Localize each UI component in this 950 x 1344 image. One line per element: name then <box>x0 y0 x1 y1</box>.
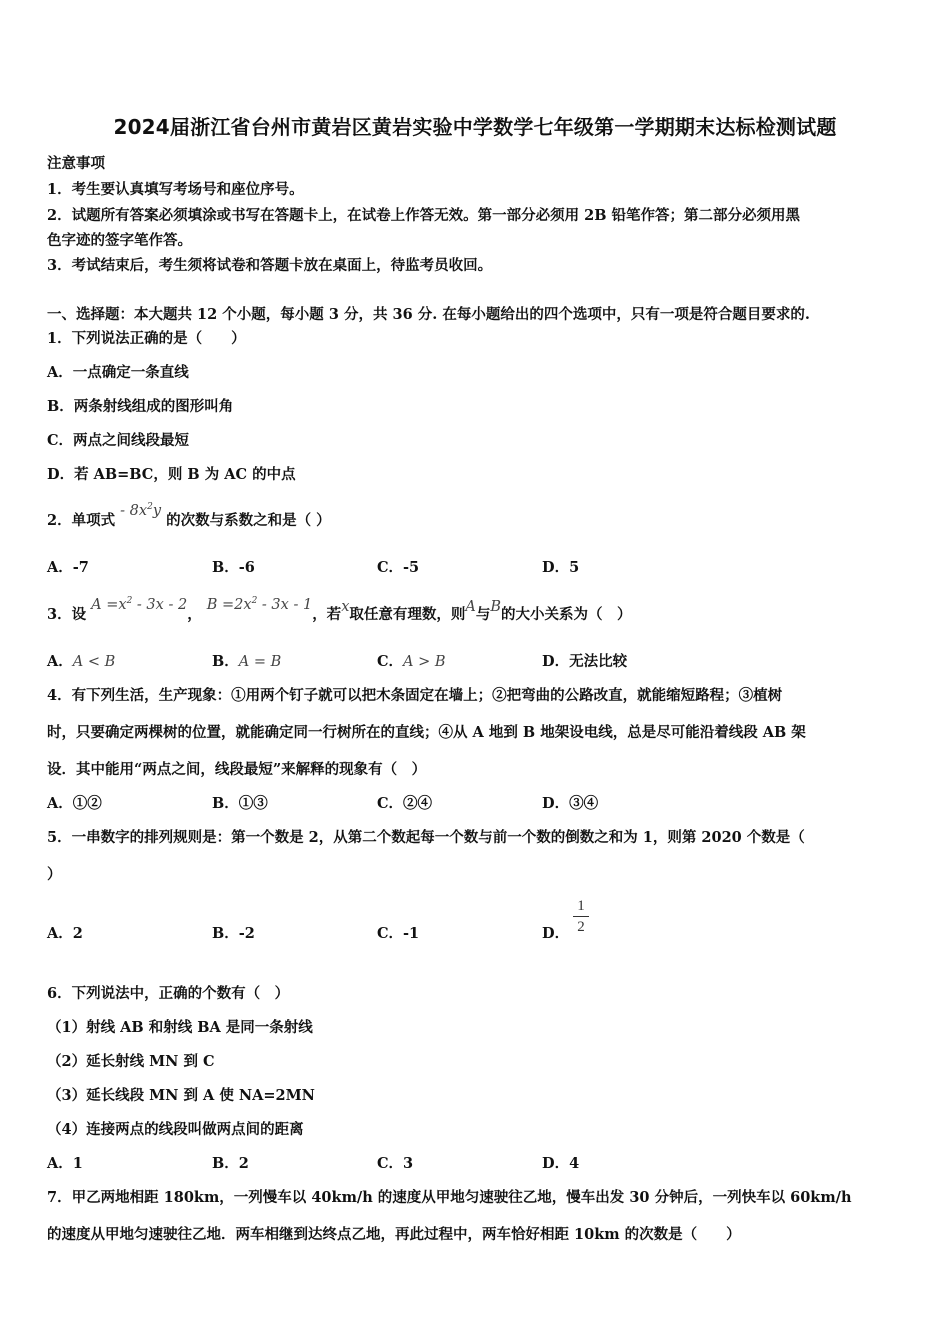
q6-item-1: （1）射线 AB 和射线 BA 是同一条射线 <box>47 1019 313 1036</box>
q5-fraction-denominator: 2 <box>577 919 585 935</box>
q3-option-c: C．A > B <box>377 653 446 670</box>
q5-line-2: ） <box>47 866 62 883</box>
q6-stem: 6．下列说法中，正确的个数有（ ） <box>47 985 290 1002</box>
q2-pre: 2．单项式 <box>47 512 116 529</box>
q3-expr-a: $A =x^2 - 3x - 2$ <box>91 596 188 613</box>
q2-stem <box>47 502 331 530</box>
q6-item-3: （3）延长线段 MN 到 A 使 NA=2MN <box>47 1087 315 1104</box>
q5-option-d: D． <box>542 925 570 942</box>
q2-expression: - $8x^2y$ <box>120 502 162 519</box>
q4-option-c: C．②④ <box>377 795 433 812</box>
section-heading: 一、选择题：本大题共 12 个小题，每小题 3 分，共 36 分. 在每小题给出的四个选项中，只有一项是符合题目要求的. <box>47 306 810 323</box>
q3-var-a: A <box>465 599 476 615</box>
q4-option-d: D．③④ <box>542 795 599 812</box>
q3-sep: ， <box>187 606 202 623</box>
q1-option-a: A．一点确定一条直线 <box>47 364 189 381</box>
q5-option-b: B．-2 <box>212 925 255 942</box>
notice-item-3: 3．考试结束后，考生须将试卷和答题卡放在桌面上，待监考员收回。 <box>47 257 493 274</box>
q3-stem <box>47 596 632 624</box>
q3-option-d: D．无法比较 <box>542 653 628 670</box>
q5-fraction-bar <box>573 916 589 917</box>
q4-line-3: 设．其中能用“两点之间，线段最短”来解释的现象有（ ） <box>47 761 427 778</box>
q5-option-a: A．2 <box>47 925 83 942</box>
q6-item-2: （2）延长射线 MN 到 C <box>47 1053 215 1070</box>
q1-option-b: B．两条射线组成的图形叫角 <box>47 398 234 415</box>
q2-option-b: B．-6 <box>212 559 255 576</box>
q5-fraction-numerator: 1 <box>577 898 585 914</box>
q5-fraction <box>573 897 589 936</box>
q3-mid1: ，若 <box>312 606 342 623</box>
q1-option-d: D．若 AB=BC，则 B 为 AC 的中点 <box>47 466 296 483</box>
notice-item-2-cont: 色字迹的签字笔作答。 <box>47 232 192 249</box>
q7-line-1: 7．甲乙两地相距 180km，一列慢车以 40km/h 的速度从甲地匀速驶往乙地，慢车出发 30 分钟后，一列快车以 60km/h <box>47 1189 852 1206</box>
notice-item-1: 1．考生要认真填写考场号和座位序号。 <box>47 181 304 198</box>
q3-pre: 3．设 <box>47 606 87 623</box>
q6-option-d: D．4 <box>542 1155 580 1172</box>
q3-option-a: A．A < B <box>47 653 116 670</box>
q3-mid3: 与 <box>475 606 491 623</box>
q3-var-x: x <box>341 599 350 615</box>
exam-title: 2024届浙江省台州市黄岩区黄岩实验中学数学七年级第一学期期末达标检测试题 <box>113 115 837 139</box>
q5-option-c: C．-1 <box>377 925 420 942</box>
q2-option-c: C．-5 <box>377 559 420 576</box>
q3-mid2: 取任意有理数，则 <box>349 606 466 623</box>
q6-option-a: A．1 <box>47 1155 83 1172</box>
q4-option-a: A．①② <box>47 795 102 812</box>
q3-expr-b: $B =2x^2 - 3x - 1$ <box>206 596 313 613</box>
q6-option-c: C．3 <box>377 1155 414 1172</box>
q4-option-b: B．①③ <box>212 795 268 812</box>
q3-option-b: B．A = B <box>212 653 282 670</box>
q2-option-a: A．-7 <box>47 559 89 576</box>
q6-item-4: （4）连接两点的线段叫做两点间的距离 <box>47 1121 304 1138</box>
q4-line-1: 4．有下列生活，生产现象：①用两个钉子就可以把木条固定在墙上；②把弯曲的公路改直，就能缩短路程；③植树 <box>47 687 783 704</box>
q2-post: 的次数与系数之和是（ ） <box>166 512 331 529</box>
q4-line-2: 时，只要确定两棵树的位置，就能确定同一行树所在的直线；④从 A 地到 B 地架设电线，总是尽可能沿着线段 AB 架 <box>47 724 806 741</box>
q5-line-1: 5．一串数字的排列规则是：第一个数是 2，从第二个数起每一个数与前一个数的倒数之和为 1，则第 2020 个数是（ <box>47 829 805 846</box>
q6-option-b: B．2 <box>212 1155 249 1172</box>
notice-heading: 注意事项 <box>47 155 105 172</box>
q1-option-c: C．两点之间线段最短 <box>47 432 190 449</box>
q1-stem: 1．下列说法正确的是（ ） <box>47 330 246 347</box>
q2-option-d: D．5 <box>542 559 580 576</box>
q3-post: 的大小关系为（ ） <box>501 606 632 623</box>
q7-line-2: 的速度从甲地匀速驶往乙地．两车相继到达终点乙地，再此过程中，两车恰好相距 10km 的次数是（ ） <box>47 1226 741 1243</box>
notice-item-2: 2．试题所有答案必须填涂或书写在答题卡上，在试卷上作答无效。第一部分必须用 2B 铅笔作答；第二部分必须用黑 <box>47 207 801 224</box>
q3-var-b: B <box>490 599 502 615</box>
